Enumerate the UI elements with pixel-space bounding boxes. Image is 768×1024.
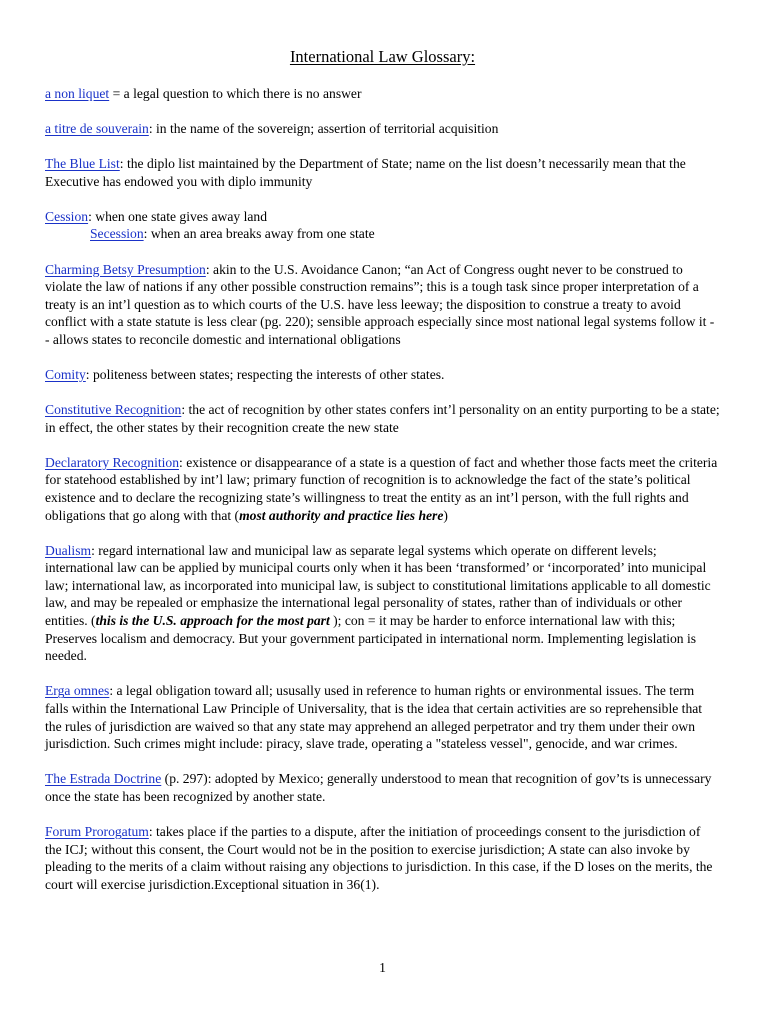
glossary-term-link[interactable]: Dualism [45, 542, 92, 558]
glossary-term-link[interactable]: Comity [45, 367, 86, 383]
glossary-definition: a legal question to which there is no answer [123, 86, 362, 101]
glossary-definition-end: ) [443, 507, 448, 523]
glossary-list [45, 85, 720, 911]
glossary-definition: a legal obligation toward all; ususally used in reference to human rights or environmental issues. The term falls within the International Law Principle of Universality, that is the idea that certain activities are so reprehensible that the rules of jurisdiction are waived so that any state may apprehend an alleged perpetrator and try them under their own jurisdiction. Such crimes might include: piracy, slave trade, operating a "stateless vessel", genocide, and war crimes. [45, 683, 703, 752]
glossary-term-link[interactable]: The Blue List [45, 156, 120, 172]
glossary-term-link[interactable]: a non liquet [45, 86, 110, 101]
glossary-definition: adopted by Mexico; generally understood to mean that recognition of gov’ts is unnecessary once the state has been recognized by another state. [45, 771, 712, 804]
entry-separator: : [88, 208, 96, 224]
glossary-term-link[interactable]: Cession [45, 208, 89, 224]
glossary-entry-a-titre-de-souverain [45, 120, 720, 138]
entry-separator: (p. 297): [161, 771, 215, 787]
glossary-entry-a-non-liquet [45, 85, 720, 103]
glossary-entry-constitutive-recognition [45, 401, 720, 436]
entry-separator: : [148, 823, 157, 839]
glossary-term-link[interactable]: a titre de souverain [45, 121, 149, 137]
glossary-definition: regard international law and municipal law as separate legal systems which operate on different levels; international law can be applied by municipal courts only when it has been ‘transformed’ or ‘incorporated’ into municipal law; international law, as incorporated into municipal law, is subject to constitutional limitations applicable to all domestic law, and may be repealed or emphasize the international legal personality of states, rather than of individuals or other entities. ( [45, 542, 711, 629]
page-title: International Law Glossary: [289, 47, 476, 66]
entry-separator: : [119, 156, 127, 172]
glossary-definition: politeness between states; respecting the interests of other states. [92, 367, 445, 383]
entry-separator: : [181, 402, 189, 418]
entry-separator: : [85, 367, 93, 383]
glossary-definition: when one state gives away land [95, 208, 268, 224]
glossary-term-link[interactable]: The Estrada Doctrine [45, 771, 162, 787]
glossary-entry-cession [45, 208, 720, 226]
glossary-term-link[interactable]: Declaratory Recognition [45, 454, 179, 470]
entry-separator: : [143, 226, 151, 242]
glossary-entry-dualism [45, 542, 720, 665]
glossary-term-link[interactable]: Constitutive Recognition [45, 402, 182, 418]
entry-separator: : [148, 121, 156, 137]
glossary-definition: when an area breaks away from one state [150, 226, 375, 242]
page-number: 1 [379, 960, 386, 975]
glossary-definition: the act of recognition by other states confers int’l personality on an entity purporting to be a state; in effect, the other states by their recognition create the new state [45, 402, 720, 435]
glossary-term-link[interactable]: Charming Betsy Presumption [45, 261, 206, 277]
emphasis-text: this is the U.S. approach for the most part [95, 613, 330, 629]
emphasis-text: most authority and practice lies here [239, 507, 444, 523]
glossary-definition: takes place if the parties to a dispute, after the initiation of proceedings consent to the jurisdiction of the ICJ; without this consent, the Court would not be in the position to exercise jurisdiction; A state can also invoke by pleading to the merits of a claim without raising any objections to jurisdiction. In this case, if the D loses on the merits, the court will exercise jurisdiction.Exceptional situation in 36(1). [45, 823, 713, 892]
glossary-term-link[interactable]: Secession [90, 226, 144, 242]
entry-separator: : [91, 542, 99, 558]
entry-separator: : [205, 261, 214, 277]
glossary-entry-estrada-doctrine [45, 770, 720, 805]
document-page [45, 0, 720, 1024]
entry-separator: : [179, 454, 187, 470]
glossary-entry-declaratory-recognition [45, 454, 720, 524]
glossary-entry-blue-list [45, 155, 720, 190]
glossary-entry-secession [45, 225, 720, 243]
glossary-definition: akin to the U.S. Avoidance Canon; “an Act of Congress ought never to be construed to violate the law of nations if any other possible construction remains”; this is a tough task since proper interpretation of a treaty is an int’l question as to which courts of the U.S. have less leeway; the disposition to construe a treaty to avoid conflict with a state statute is less clear (pg. 220); sensible approach especially since most national legal systems follow it - - allows states to reconcile domestic and international obligations [45, 261, 715, 347]
glossary-entry-forum-prorogatum [45, 823, 720, 893]
glossary-definition: existence or disappearance of a state is a question of fact and whether those facts meet the criteria for statehood established by int’l law; primary function of recognition is to acknowledge the fact of the state’s political existence and to declare the recognizing state’s willingness to treat the entity as an int’l person, with the full rights and obligations that go along with that ( [45, 454, 718, 523]
glossary-definition: the diplo list maintained by the Department of State; name on the list doesn’t necessarily mean that the Executive has endowed you with diplo immunity [45, 156, 686, 189]
glossary-entry-erga-omnes [45, 682, 720, 752]
glossary-term-link[interactable]: Erga omnes [45, 683, 110, 699]
glossary-entry-comity [45, 366, 720, 384]
glossary-term-link[interactable]: Forum Prorogatum [45, 823, 149, 839]
glossary-definition: in the name of the sovereign; assertion of territorial acquisition [156, 121, 499, 137]
glossary-entry-charming-betsy [45, 261, 720, 349]
entry-separator: : [109, 683, 117, 699]
glossary-definition-end: ); con = it may be harder to enforce international law with this; Preserves localism and democracy. But your government participated in international norm. Implementing legislation is needed. [45, 613, 697, 664]
entry-separator: = [109, 86, 124, 101]
